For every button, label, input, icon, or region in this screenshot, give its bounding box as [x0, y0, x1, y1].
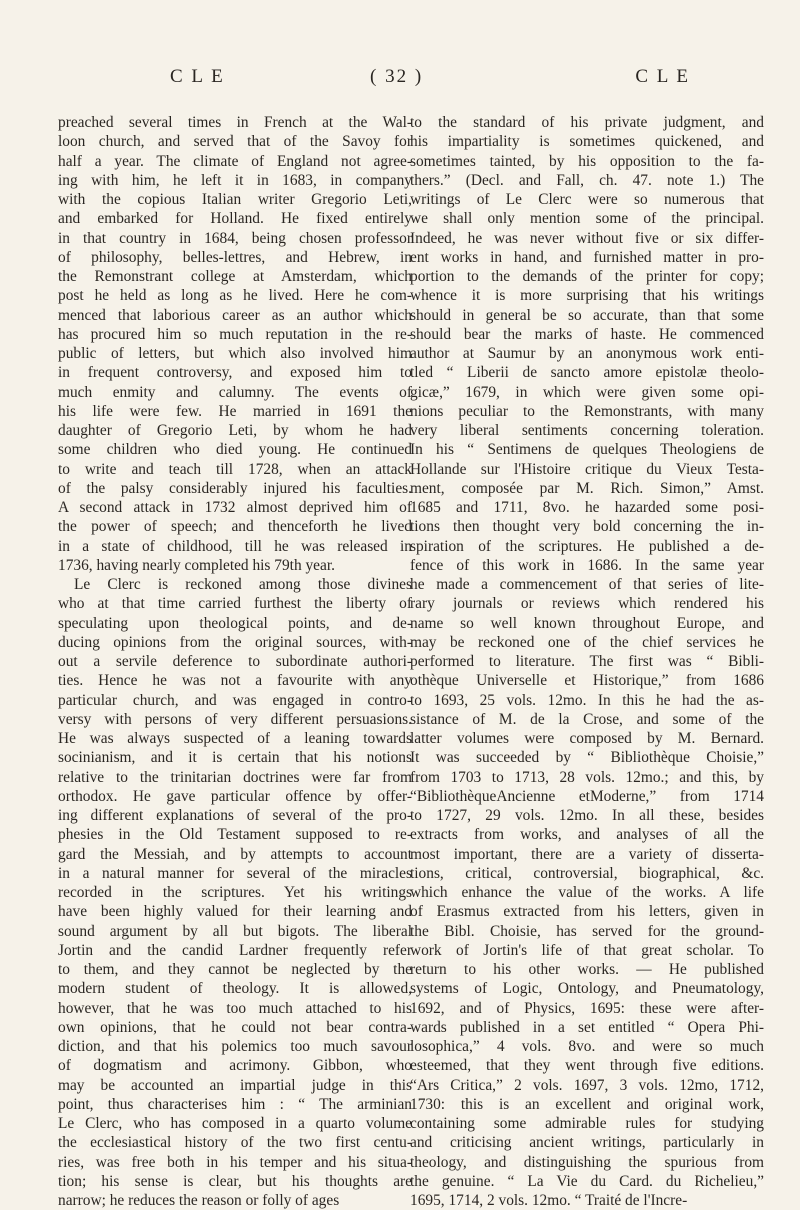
text-line: which enhance the value of the works. A life: [410, 884, 764, 901]
running-header: [170, 66, 690, 92]
text-line: nions peculiar to the Remonstrants, with many: [410, 402, 764, 420]
text-line: tion; his sense is clear, but his thoughts are: [58, 1172, 412, 1190]
text-line: from 1703 to 1713, 28 vols. 12mo.; and this, by: [410, 768, 764, 786]
text-line: spiration of the scriptures. He published a de-: [410, 537, 764, 555]
text-line: 1730: this is an excellent and original work,: [410, 1095, 764, 1113]
text-line: post he held as long as he lived. Here he com-: [58, 287, 412, 305]
text-line: some children who died young. He continued: [58, 441, 412, 459]
text-line: ing different explanations of several of the pro-: [58, 807, 412, 824]
text-line: the power of speech; and thenceforth he lived: [58, 518, 412, 536]
text-line: systems of Logic, Ontology, and Pneumatology,: [410, 980, 764, 998]
text-line: gicæ,” 1679, in which were given some opi-: [410, 383, 764, 401]
text-line: and embarked for Holland. He fixed entirely: [58, 210, 412, 228]
text-line: much enmity and calumny. The events of: [58, 383, 412, 401]
text-line: name so well known throughout Europe, and: [410, 614, 764, 632]
text-line: in a natural manner for several of the miracles: [58, 864, 412, 882]
text-line: 1736, having nearly completed his 79th year.: [58, 556, 335, 574]
text-line: he made a commencement of that series of lite-: [410, 576, 764, 593]
text-line: Le Clerc is reckoned among those divines: [74, 576, 412, 593]
text-line: most important, there are a variety of disserta-: [410, 845, 764, 863]
text-line: esteemed, that they went through five editions.: [410, 1057, 764, 1075]
text-line: whence it is more surprising that his writings: [410, 287, 764, 305]
header-left-word: C L E: [170, 66, 225, 87]
text-line: ties. Hence he was not a favourite with any: [58, 672, 412, 690]
text-line: ducing opinions from the original sources, with-: [58, 633, 412, 651]
text-line: othèque Universelle et Historique,” from 1686: [410, 672, 764, 690]
text-line: own opinions, that he could not bear contra-: [58, 1018, 412, 1036]
text-line: versy with persons of very different persuasions.: [58, 710, 412, 728]
text-line: to 1727, 29 vols. 12mo. In all these, besides: [410, 807, 764, 824]
text-line: out a servile deference to subordinate authori-: [58, 653, 412, 670]
text-line: Jortin and the candid Lardner frequently refer: [58, 941, 412, 959]
text-line: particular church, and was engaged in contro-: [58, 691, 412, 709]
text-line: return to his other works. — He published: [410, 961, 764, 978]
text-line: author at Saumur by an anonymous work enti-: [410, 345, 764, 362]
text-line: should in general be so accurate, than that some: [410, 306, 764, 324]
left-text-column: [58, 113, 412, 1210]
text-line: to 1693, 25 vols. 12mo. In this he had the as-: [410, 691, 764, 709]
text-line: his impartiality is sometimes quickened, and: [410, 133, 764, 151]
text-line: however, that he was too much attached to his: [58, 999, 412, 1017]
text-line: modern student of theology. It is allowed,: [58, 980, 412, 998]
text-line: socinianism, and it is certain that his notions: [58, 749, 412, 767]
text-line: the ecclesiastical history of the two first centu-: [58, 1134, 412, 1152]
text-line: sistance of M. de la Crose, and some of the: [410, 710, 764, 728]
text-line: It was succeeded by “ Bibliothèque Choisie,”: [410, 749, 764, 767]
text-line: orthodox. He gave particular offence by offer-: [58, 787, 412, 805]
text-line: who at that time carried furthest the liberty of: [58, 595, 412, 613]
text-line: should bear the marks of haste. He commenced: [410, 325, 764, 343]
text-line: He was always suspected of a leaning towards: [58, 730, 412, 747]
text-line: A second attack in 1732 almost deprived him of: [58, 499, 412, 516]
text-line: his life were few. He married in 1691 the: [58, 402, 412, 420]
text-line: thers.” (Decl. and Fall, ch. 47. note 1.) The: [410, 171, 764, 189]
text-line: the Remonstrant college at Amsterdam, which: [58, 268, 412, 285]
text-line: in a state of childhood, till he was released in: [58, 537, 412, 555]
text-line: has procured him so much reputation in the re-: [58, 325, 412, 343]
text-line: the Bibl. Choisie, has served for the ground-: [410, 922, 764, 940]
header-right-word: C L E: [635, 66, 690, 87]
text-line: of Erasmus extracted from his letters, given in: [410, 903, 764, 921]
text-line: point, thus characterises him : “ The arminian: [58, 1095, 412, 1113]
text-line: with the copious Italian writer Gregorio Leti,: [58, 191, 412, 208]
text-line: sometimes tainted, by his opposition to the fa-: [410, 152, 764, 170]
text-line: rary journals or reviews which rendered his: [410, 595, 764, 613]
text-line: tions, critical, controversial, biographical, &c.: [410, 864, 764, 882]
text-line: and criticising ancient writings, particularly in: [410, 1134, 764, 1152]
text-line: ment, composée par M. Rich. Simon,” Amst.: [410, 479, 764, 497]
text-line: losophica,” 4 vols. 8vo. and were so much: [410, 1038, 764, 1055]
text-line: tled “ Liberii de sancto amore epistolæ theolo-: [410, 364, 764, 382]
text-line: fence of this work in 1686. In the same year: [410, 556, 764, 574]
text-line: gard the Messiah, and by attempts to account: [58, 845, 412, 863]
text-line: ries, was free both in his temper and his situa-: [58, 1153, 412, 1171]
right-text-column: [410, 113, 764, 1210]
text-line: recorded in the scriptures. Yet his writings: [58, 884, 412, 901]
text-line: performed to literature. The first was “ Bibli-: [410, 653, 764, 670]
text-line: we shall only mention some of the principal.: [410, 210, 764, 228]
text-line: of philosophy, belles-lettres, and Hebrew, in: [58, 248, 412, 266]
text-line: speculating upon theological points, and de-: [58, 614, 412, 632]
text-line: phesies in the Old Testament supposed to re-: [58, 826, 412, 844]
text-line: wards published in a set entitled “ Opera Phi-: [410, 1018, 764, 1036]
text-line: of dogmatism and acrimony. Gibbon, who: [58, 1057, 412, 1075]
text-line: portion to the demands of the printer for copy;: [410, 268, 764, 285]
text-line: Le Clerc, who has composed in a quarto volume: [58, 1115, 412, 1132]
text-line: work of Jortin's life of that great scholar. To: [410, 941, 764, 959]
text-line: may be reckoned one of the chief services he: [410, 633, 764, 651]
text-line: containing some admirable rules for studying: [410, 1115, 764, 1132]
text-line: preached several times in French at the Wal-: [58, 114, 412, 131]
text-line: theology, and distinguishing the spurious from: [410, 1153, 764, 1171]
text-line: extracts from works, and analyses of all the: [410, 826, 764, 844]
text-line: to the standard of his private judgment, and: [410, 114, 764, 131]
text-line: Hollande sur l'Histoire critique du Vieux Testa-: [410, 460, 764, 478]
text-line: “BibliothèqueAncienne etModerne,” from 1714: [410, 787, 764, 805]
text-line: narrow; he reduces the reason or folly of ages: [58, 1192, 340, 1209]
text-line: in frequent controversy, and exposed him to: [58, 364, 412, 382]
text-line: ent works in hand, and furnished matter in pro-: [410, 248, 764, 266]
text-line: In his “ Sentimens de quelques Theologiens de: [410, 441, 764, 459]
text-line: daughter of Gregorio Leti, by whom he had: [58, 422, 412, 439]
text-line: 1695, 1714, 2 vols. 12mo. “ Traité de l'Incre-: [410, 1192, 688, 1209]
text-line: public of letters, but which also involved him: [58, 345, 412, 362]
text-line: diction, and that his polemics too much savour: [58, 1038, 412, 1055]
text-line: tions then thought very bold concerning the in-: [410, 518, 764, 536]
text-line: menced that laborious career as an author which: [58, 306, 412, 324]
text-line: relative to the trinitarian doctrines were far from: [58, 768, 412, 786]
text-line: half a year. The climate of England not agree-: [58, 152, 412, 170]
text-line: very liberal sentiments concerning toleration.: [410, 422, 764, 439]
text-line: sound argument by all but bigots. The liberal: [58, 922, 412, 940]
text-line: to write and teach till 1728, when an attack: [58, 460, 412, 478]
text-line: the genuine. “ La Vie du Card. du Richelieu,”: [410, 1172, 764, 1190]
text-line: to them, and they cannot be neglected by the: [58, 961, 412, 978]
text-line: 1692, and of Physics, 1695: these were after-: [410, 999, 764, 1017]
text-line: loon church, and served that of the Savoy for: [58, 133, 412, 151]
text-line: latter volumes were composed by M. Bernard.: [410, 730, 764, 747]
text-line: of the palsy considerably injured his faculties.: [58, 479, 412, 497]
text-line: have been highly valued for their learning and: [58, 903, 412, 921]
page-number: ( 32 ): [370, 66, 424, 87]
text-line: Indeed, he was never without five or six differ-: [410, 229, 764, 247]
text-line: in that country in 1684, being chosen professor: [58, 229, 412, 247]
text-line: “Ars Critica,” 2 vols. 1697, 3 vols. 12mo, 1712,: [410, 1076, 764, 1094]
text-line: 1685 and 1711, 8vo. he hazarded some posi-: [410, 499, 764, 516]
text-line: ing with him, he left it in 1683, in company: [58, 171, 412, 189]
text-line: writings of Le Clerc were so numerous that: [410, 191, 764, 208]
text-line: may be accounted an impartial judge in this: [58, 1076, 412, 1094]
